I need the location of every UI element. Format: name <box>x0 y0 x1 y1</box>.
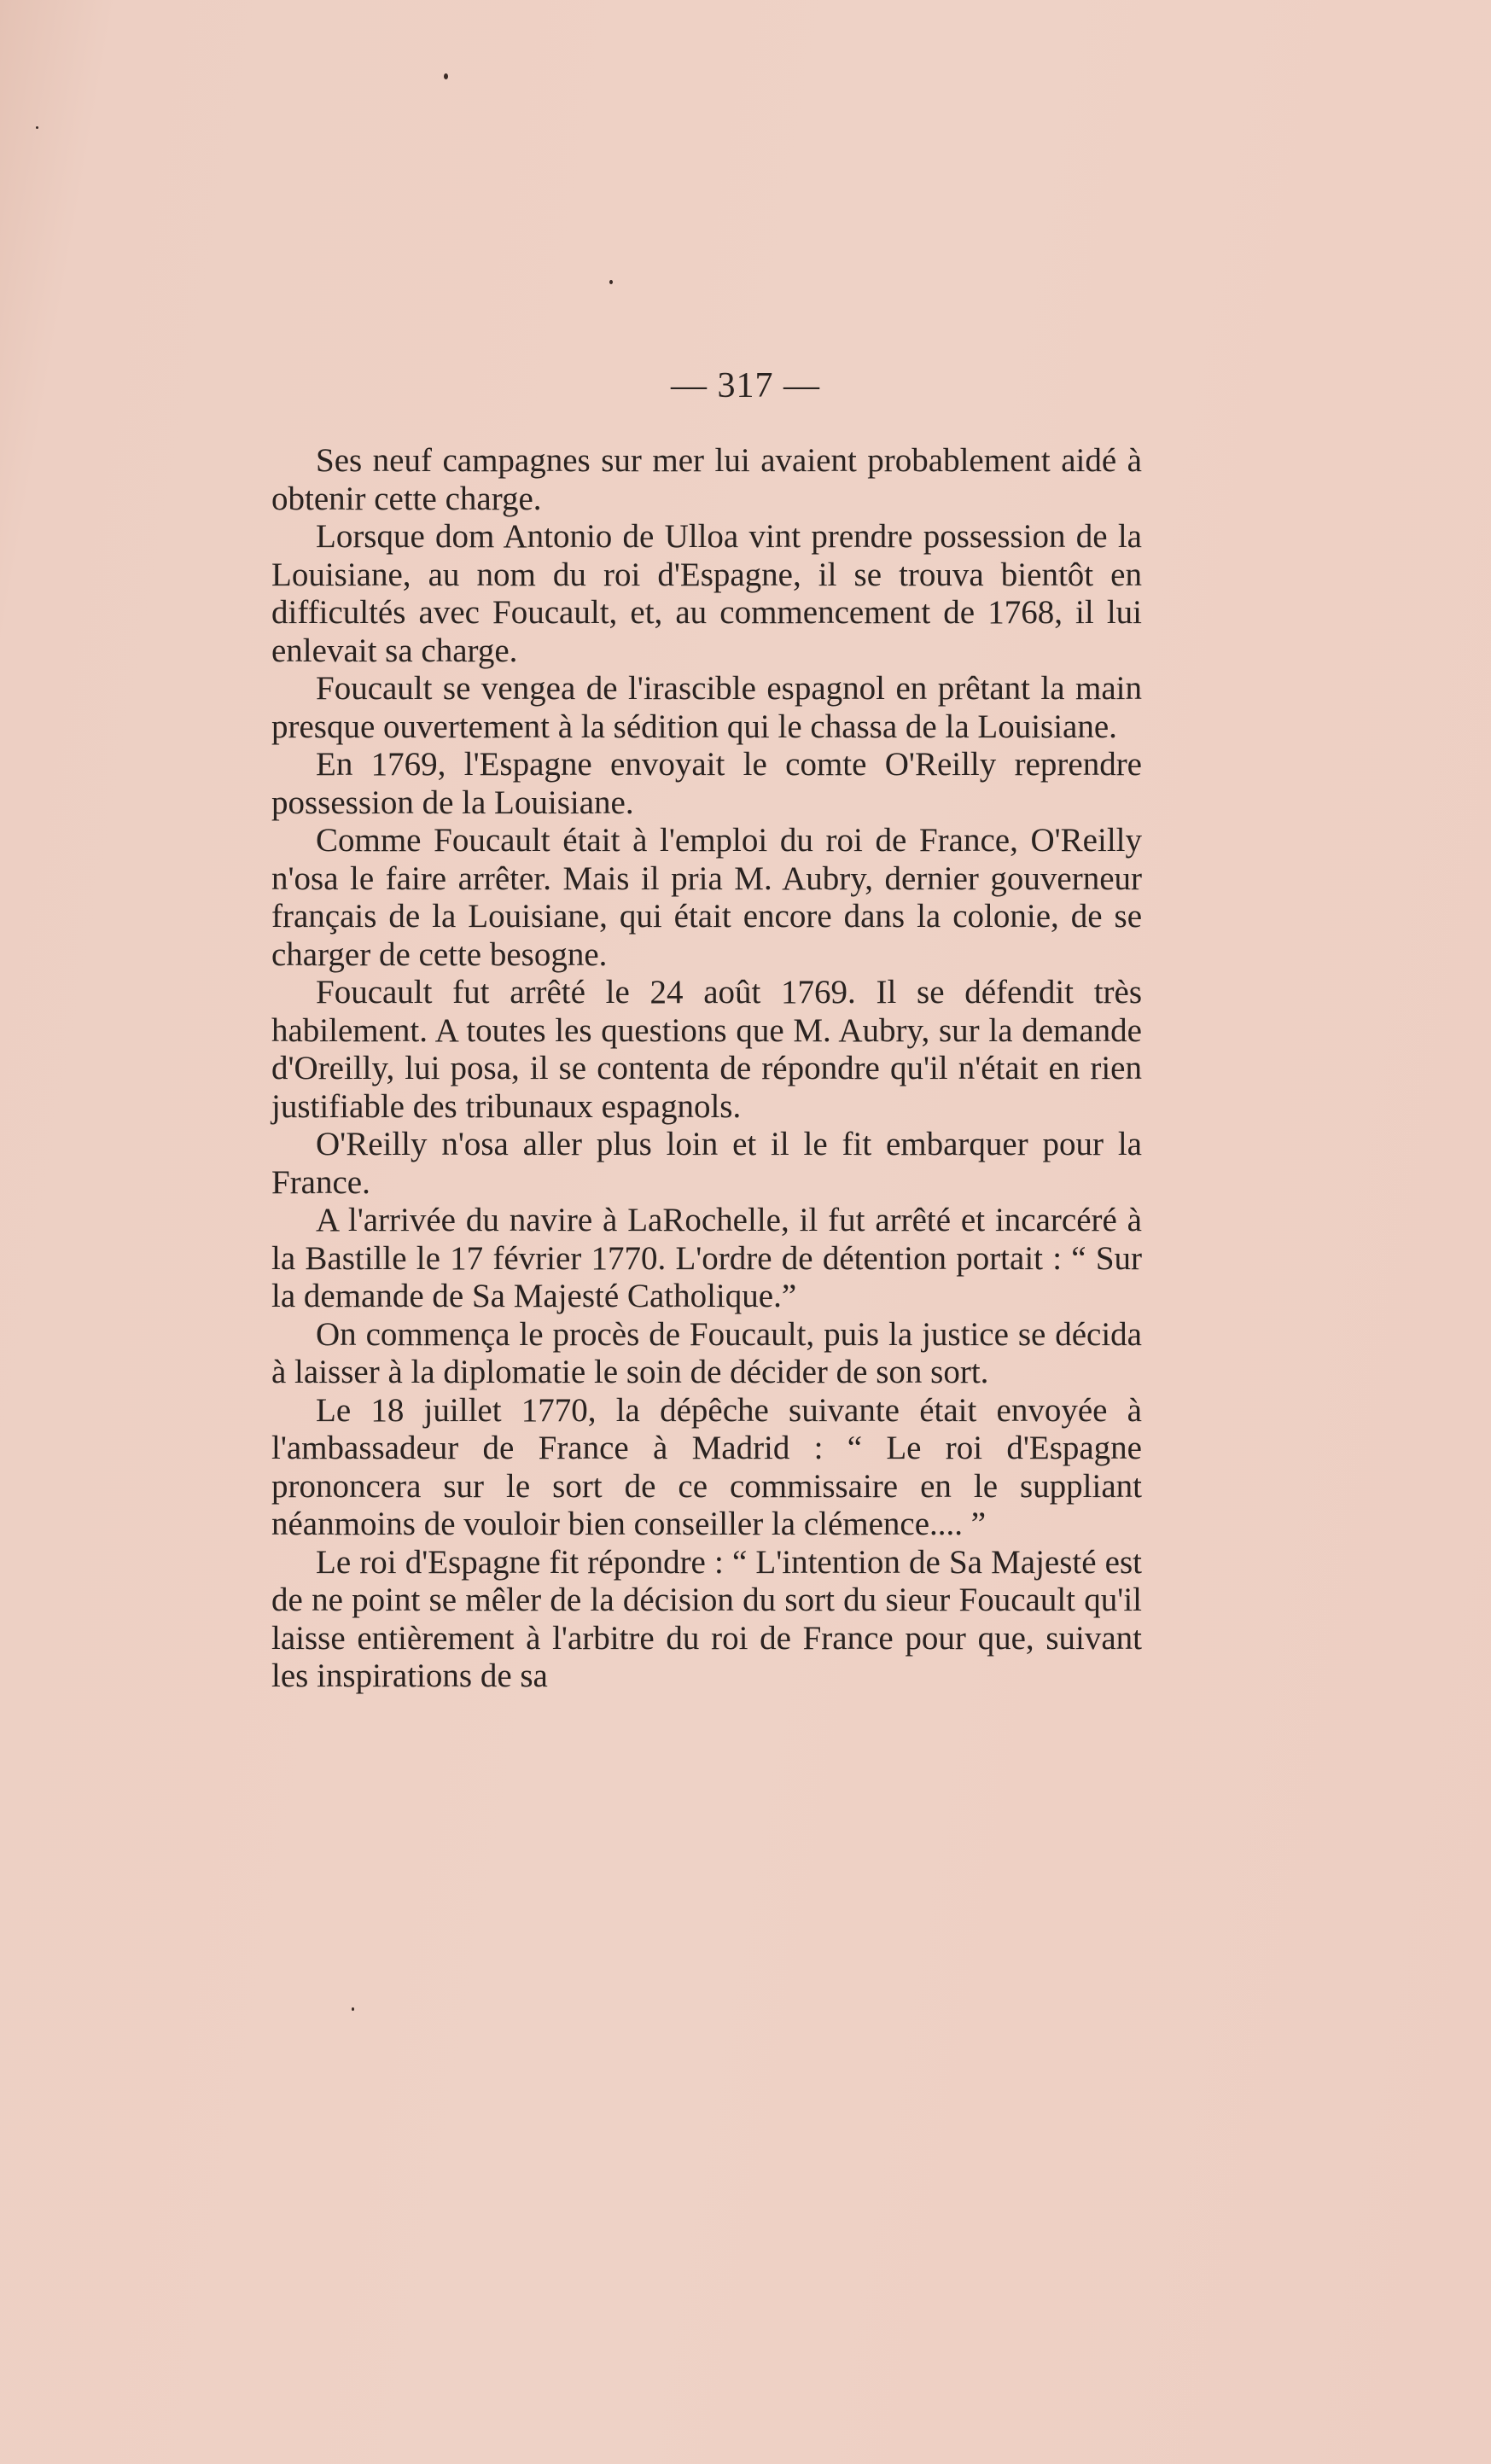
paragraph: On commença le procès de Foucault, puis la justice se décida à laisser à la diplomatie le soin de décider de son sort. <box>271 1315 1142 1390</box>
paragraph: Foucault fut arrêté le 24 août 1769. Il se défendit très habilement. A toutes les questions que M. Aubry, sur la demande d'Oreilly, lui posa, il se contenta de répondre qu'il n'était en rien justifiable des tribunaux espagnols. <box>271 974 1142 1125</box>
paragraph: Foucault se vengea de l'irascible espagnol en prêtant la main presque ouvertement à la sédition qui le chassa de la Louisiane. <box>271 670 1142 745</box>
paragraph: Le roi d'Espagne fit répondre : “ L'intention de Sa Majesté est de ne point se mêler de la décision du sort du sieur Foucault qu'il laisse entièrement à l'arbitre du roi de France pour que, suivant les inspirations de sa <box>271 1543 1142 1694</box>
page-number: — 317 — <box>671 366 820 405</box>
paragraph: Comme Foucault était à l'emploi du roi de France, O'Reilly n'osa le faire arrêter. Mais il pria M. Aubry, dernier gouverneur français de la Louisiane, qui était encore dans la colonie, de se charger de cette besogne. <box>271 822 1142 973</box>
ink-speck <box>609 280 613 284</box>
paragraph: Le 18 juillet 1770, la dépêche suivante était envoyée à l'ambassadeur de France à Madrid : “ Le roi d'Espagne prononcera sur le sort de ce commissaire en le suppliant néanmoins de vouloir bien conseiller la clémence.... ” <box>271 1391 1142 1542</box>
paragraph: Ses neuf campagnes sur mer lui avaient probablement aidé à obtenir cette charge. <box>271 442 1142 517</box>
ink-speck <box>36 126 38 129</box>
paragraph: Lorsque dom Antonio de Ulloa vint prendre possession de la Louisiane, au nom du roi d'Espagne, il se trouva bientôt en difficultés avec Foucault, et, au commencement de 1768, il lui enlevait sa charge. <box>271 518 1142 669</box>
paragraph: A l'arrivée du navire à LaRochelle, il fut arrêté et incarcéré à la Bastille le 17 février 1770. L'ordre de détention portait : “ Sur la demande de Sa Majesté Catholique.” <box>271 1202 1142 1314</box>
body-text <box>271 442 1142 1696</box>
paragraph: En 1769, l'Espagne envoyait le comte O'Reilly reprendre possession de la Louisiane. <box>271 746 1142 821</box>
ink-speck <box>444 73 448 79</box>
ink-speck <box>352 2007 354 2011</box>
paragraph: O'Reilly n'osa aller plus loin et il le fit embarquer pour la France. <box>271 1126 1142 1201</box>
